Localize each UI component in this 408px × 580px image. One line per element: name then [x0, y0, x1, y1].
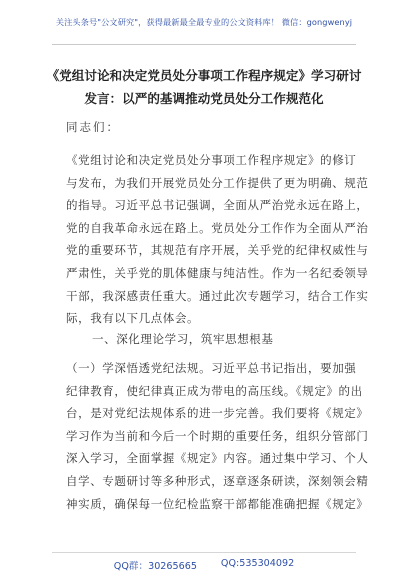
- text-line: 际，我有以下几点体会。: [66, 311, 200, 326]
- section-heading-1: 一、深化理论学习，筑牢思想根基: [92, 332, 274, 346]
- text-line: 与发布，为我们开展党员处分工作提供了更为明确、规范: [66, 175, 369, 190]
- text-line: 党的自我革命永远在路上。党员处分工作作为全面从严治: [66, 220, 369, 235]
- page-header: [0, 0, 408, 44]
- text-line: 干部，我深感责任重大。通过此次专题学习，结合工作实: [66, 288, 369, 303]
- text-line: 纪律教育，使纪律真正成为带电的高压线。《规定》的出: [66, 383, 363, 398]
- text-line: 自学、专题研讨等多种形式，逐章逐条研读，深刻领会精: [66, 473, 369, 488]
- page-footer: [0, 558, 408, 574]
- paragraph-section-1: [66, 357, 369, 515]
- text-line: 《党组讨论和决定党员处分事项工作程序规定》的修订: [66, 153, 357, 167]
- footer-qq-group: QQ群：30265665: [113, 561, 197, 572]
- greeting: 同志们：: [66, 120, 120, 134]
- text-line: （一）学深悟透党纪法规。习近平总书记指出，要加强: [66, 361, 357, 375]
- paragraph-intro: [66, 149, 369, 330]
- text-line: 的指导。习近平总书记强调，全面从严治党永远在路上，: [66, 198, 369, 213]
- footer-divider: [52, 552, 356, 553]
- text-line: 深入学习，全面掌握《规定》内容。通过集中学习、个人: [66, 451, 369, 466]
- document-title-line-2: 发言：以严的基调推动党员处分工作规范化: [84, 91, 324, 106]
- text-line: 严肃性，关乎党的肌体健康与纯洁性。作为一名纪委领导: [66, 265, 369, 280]
- text-line: 学习作为当前和今后一个时期的重要任务，组织分管部门: [66, 428, 369, 443]
- header-divider: [52, 44, 356, 45]
- document-title-line-1: 《党组讨论和决定党员处分事项工作程序规定》学习研讨: [46, 68, 362, 83]
- text-line: 台，是对党纪法规体系的进一步完善。我们要将《规定》: [66, 406, 369, 421]
- text-line: 神实质，确保每一位纪检监察干部都能准确把握《规定》: [66, 496, 369, 511]
- footer-qq: QQ:535304092: [220, 558, 295, 569]
- text-line: 党的重要环节，其规范有序开展，关乎党的纪律权威性与: [66, 243, 369, 258]
- header-promo-text: 关注头条号"公文研究"，获得最新最全最专业的公文资料库！ 微信：gongwenyj: [55, 16, 353, 27]
